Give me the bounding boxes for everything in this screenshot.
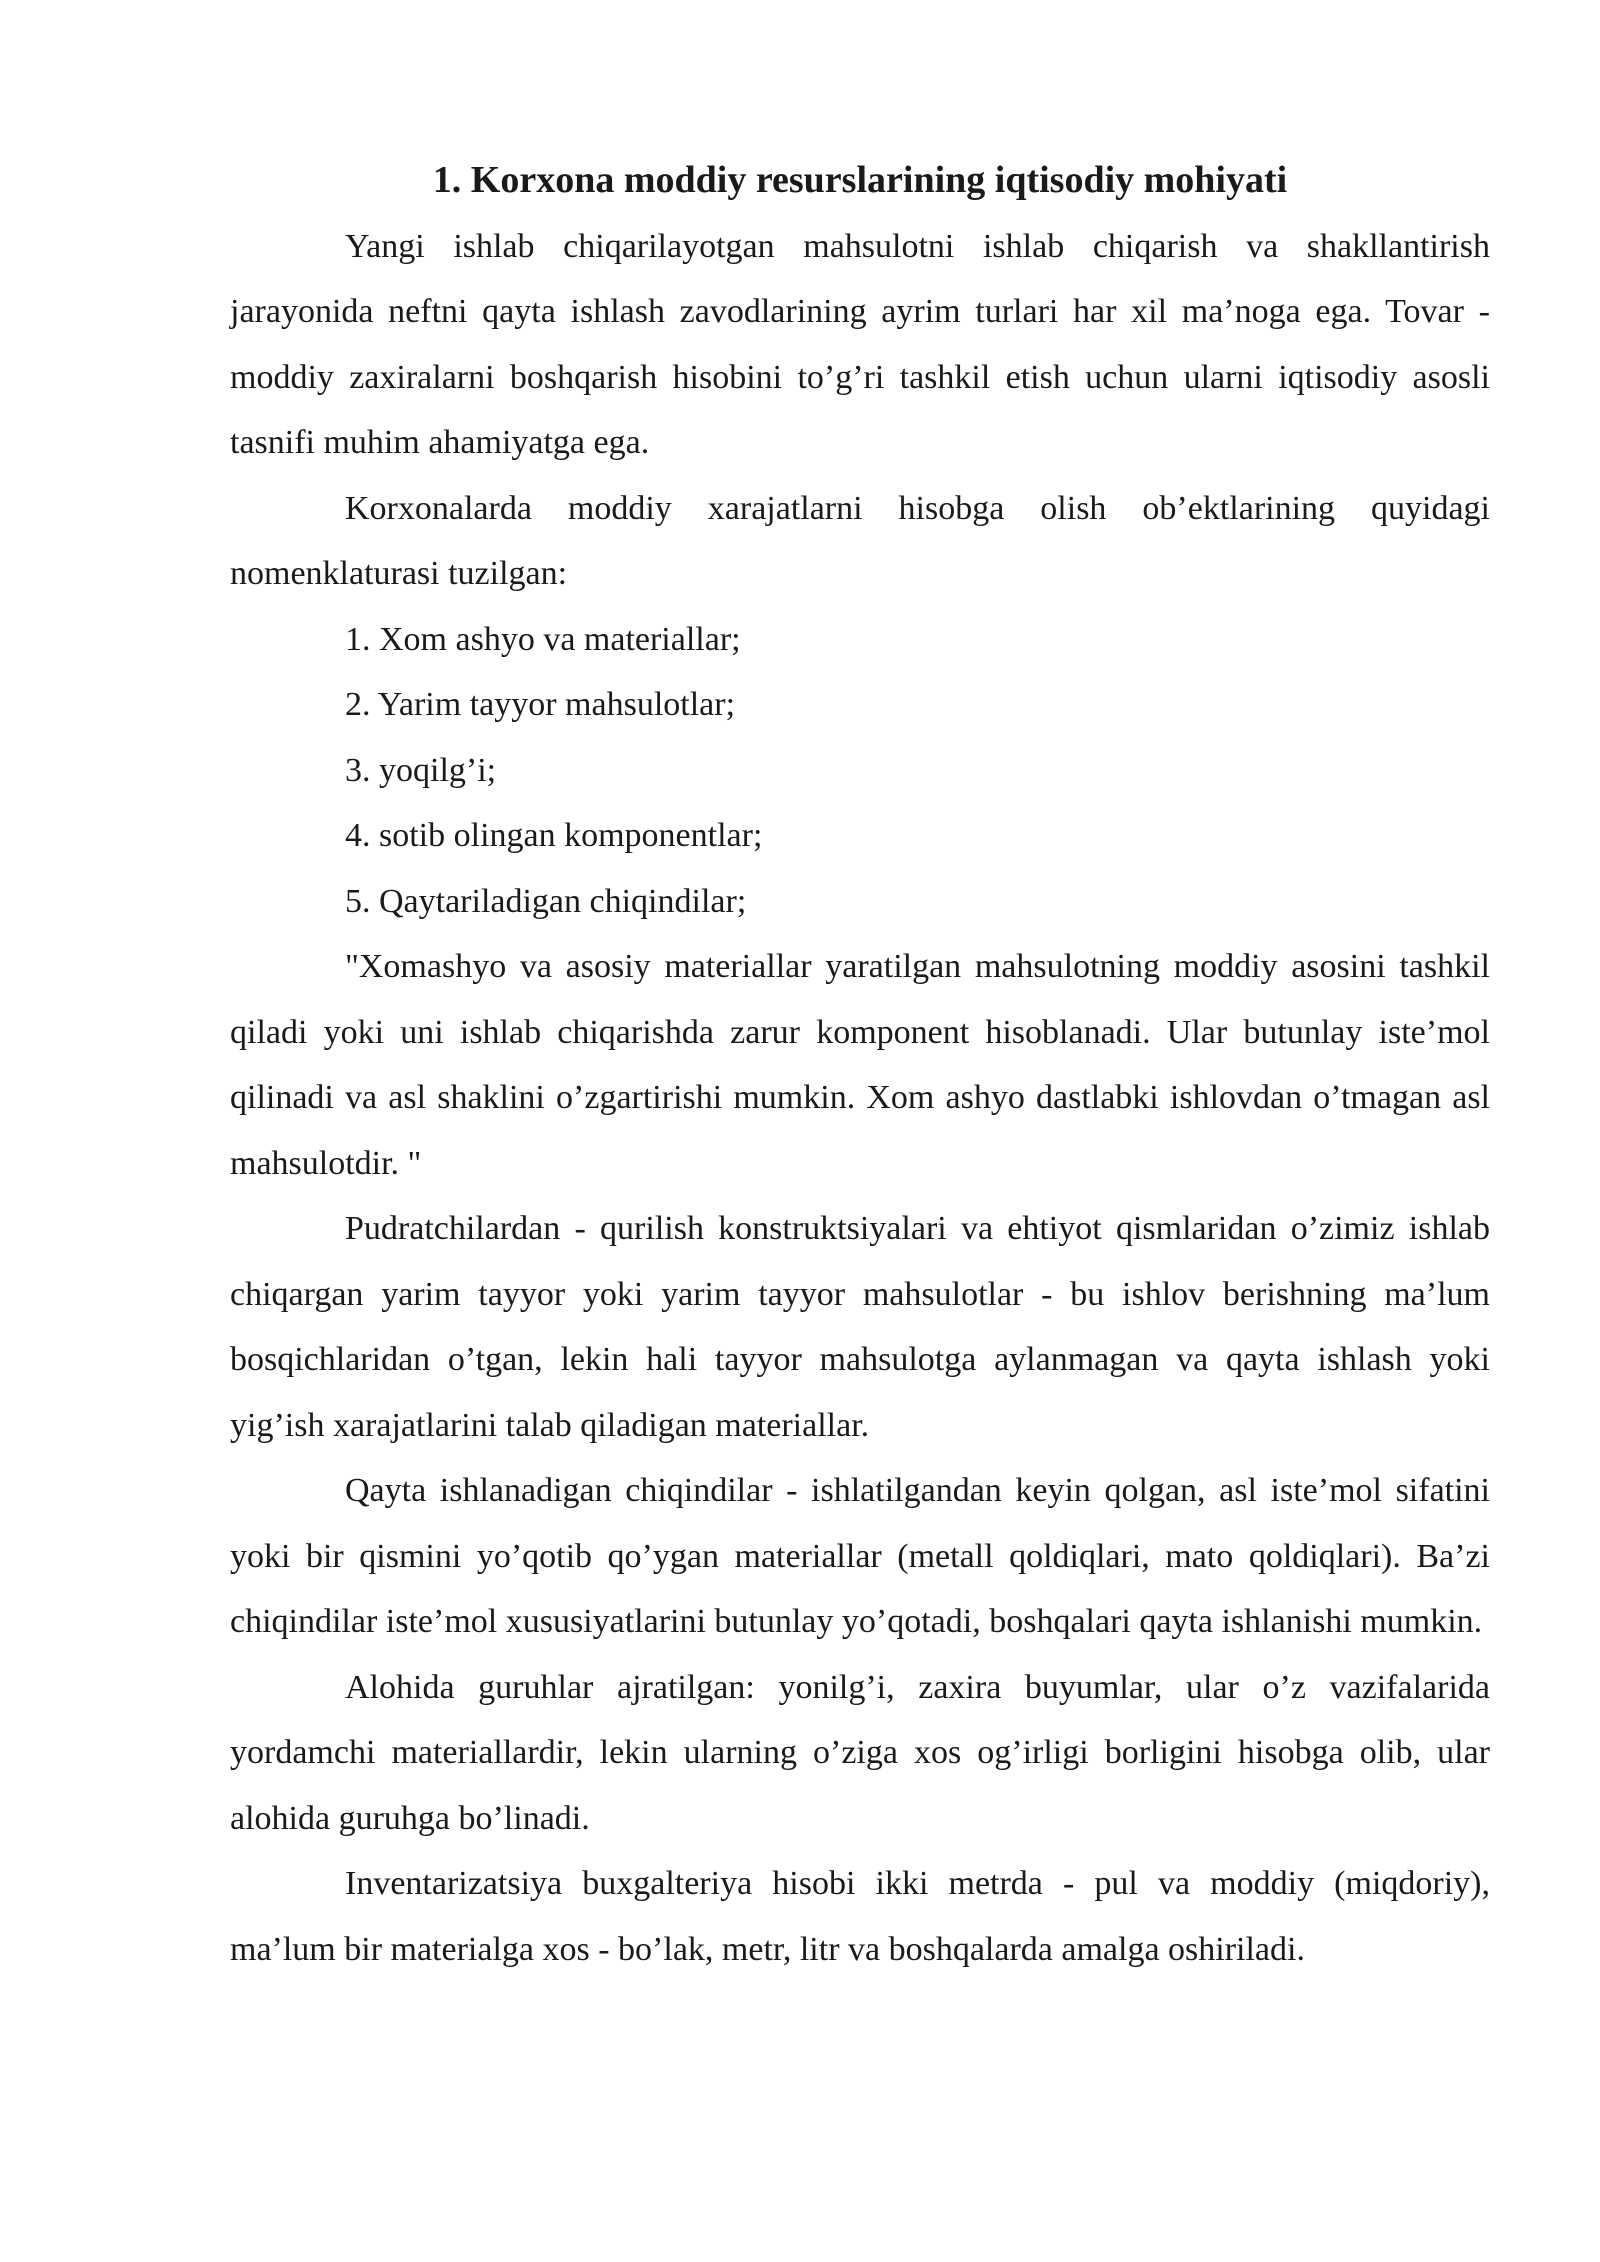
paragraph-inventory: Inventarizatsiya buxgalteriya hisobi ikki metrda - pul va moddiy (miqdoriy), ma’lum bir materialga xos - bo’lak, metr, litr va boshqalarda amalga oshiriladi. [230,1865,1490,1968]
document-title: 1. Korxona moddiy resurslarining iqtisodiy mohiyati [432,159,1288,201]
list-item: 4. sotib olingan komponentlar; [345,817,763,854]
list-item: 3. yoqilg’i; [345,751,497,789]
paragraph-semi-finished: Pudratchilardan - qurilish konstruktsiyalari va ehtiyot qismlaridan o’zimiz ishlab chiqargan yarim tayyor yoki yarim tayyor mahsulotlar - bu ishlov berishning ma’lum bosqichlaridan o’tgan, lekin hali tayyor mahsulotga aylanmagan va qayta ishlash yoki yig’ish xarajatlarini talab qiladigan materiallar. [230,1210,1490,1444]
list-item: 1. Xom ashyo va materiallar; [345,620,741,658]
paragraph-nomenclature: Korxonalarda moddiy xarajatlarni hisobga olish ob’ektlarining quyidagi nomenklaturasi tuzilgan: [230,489,1490,592]
paragraph-fuel-groups: Alohida guruhlar ajratilgan: yonilg’i, zaxira buyumlar, ular o’z vazifalarida yordamchi materiallardir, lekin ularning o’ziga xos og’irligi borligini hisobga olib, ular alohida guruhga bo’linadi. [230,1668,1490,1837]
list-item: 5. Qaytariladigan chiqindilar; [345,882,747,920]
list-item: 2. Yarim tayyor mahsulotlar; [345,686,736,723]
paragraph-waste: Qayta ishlanadigan chiqindilar - ishlatilgandan keyin qolgan, asl iste’mol sifatini yoki bir qismini yo’qotib qo’ygan materiallar (metall qoldiqlari, mato qoldiqlari). Ba’zi chiqindilar iste’mol xususiyatlarini butunlay yo’qotadi, boshqalari qayta ishlanishi mumkin. [230,1472,1490,1640]
nomenclature-list [230,607,1490,935]
document-page [230,148,1490,1982]
paragraph-raw-materials: "Xomashyo va asosiy materiallar yaratilgan mahsulotning moddiy asosini tashkil qiladi yoki uni ishlab chiqarishda zarur komponent hisoblanadi. Ular butunlay iste’mol qilinadi va asl shaklini o’zgartirishi mumkin. Xom ashyo dastlabki ishlovdan o’tmagan asl mahsulotdir. " [230,948,1490,1182]
paragraph-intro: Yangi ishlab chiqarilayotgan mahsulotni ishlab chiqarish va shakllantirish jarayonida neftni qayta ishlash zavodlarining ayrim turlari har xil ma’noga ega. Tovar -moddiy zaxiralarni boshqarish hisobini to’g’ri tashkil etish uchun ularni iqtisodiy asosli tasnifi muhim ahamiyatga ega. [230,227,1490,461]
